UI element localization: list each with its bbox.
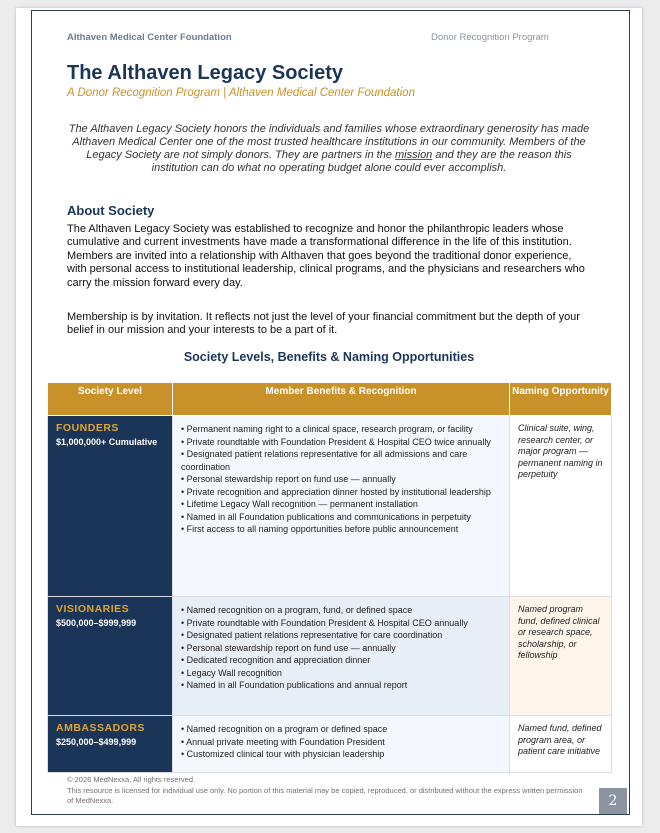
intro-paragraph bbox=[67, 123, 591, 175]
column-header-benefits: Member Benefits & Recognition bbox=[173, 383, 510, 416]
intro-text-2: and they are the reason this institution can do what no operating budget alone could ever accomplish. bbox=[151, 149, 572, 174]
benefit-item: • Customized clinical tour with physician leadership bbox=[181, 748, 501, 761]
page-title: The Althaven Legacy Society bbox=[67, 62, 344, 84]
level-cell bbox=[48, 716, 173, 773]
intro-text-1: The Althaven Legacy Society honors the individuals and families whose extraordinary generosity has made Althaven Medical Center one of the most trusted healthcare institutions in our community. Members of the Legacy Society are not simply donors. They are partners in the bbox=[68, 123, 590, 161]
header-org: Althaven Medical Center Foundation bbox=[67, 32, 232, 43]
naming-cell: Named program fund, defined clinical or research space, scholarship, or fellowship bbox=[510, 597, 612, 716]
column-header-naming: Naming Opportunity bbox=[510, 383, 612, 416]
naming-cell: Clinical suite, wing, research center, or major program — permanent naming in perpetuity bbox=[510, 416, 612, 597]
benefit-item: • First access to all naming opportunities before public announcement bbox=[181, 523, 501, 536]
header-program: Donor Recognition Program bbox=[431, 32, 549, 43]
level-name: VISIONARIES bbox=[56, 603, 130, 615]
about-paragraph-2: Membership is by invitation. It reflects not just the level of your financial commitment but the depth of your belief in our mission and your interests to be a part of it. bbox=[67, 311, 580, 337]
level-amount: $1,000,000+ Cumulative bbox=[56, 437, 158, 447]
benefits-cell bbox=[173, 597, 510, 716]
benefits-list bbox=[181, 723, 501, 761]
table-row-founders bbox=[48, 416, 612, 597]
benefit-item: • Personal stewardship report on fund use — annually bbox=[181, 642, 501, 655]
benefits-list bbox=[181, 423, 501, 536]
benefit-item: • Named in all Foundation publications and annual report bbox=[181, 679, 501, 692]
benefit-item: • Legacy Wall recognition bbox=[181, 667, 501, 680]
footer-license: This resource is licensed for individual use only. No portion of this material may be copied, reproduced, or distributed without the express written permission of MedNexxa. bbox=[67, 785, 583, 805]
benefit-item: • Named recognition on a program, fund, or defined space bbox=[181, 604, 501, 617]
benefit-item: • Named in all Foundation publications and communications in perpetuity bbox=[181, 511, 501, 524]
page-number: 2 bbox=[599, 788, 627, 814]
about-paragraph-1: The Althaven Legacy Society was established to recognize and honor the philanthropic leaders whose cumulative and current investments have made a transformational difference in the life of this institution. Members are invited into a relationship with Althaven that goes beyond the traditional donor experience, with personal access to institutional leadership, clinical programs, and the physicians and researchers who carry the mission forward every day. bbox=[67, 223, 585, 289]
level-amount: $500,000–$999,999 bbox=[56, 618, 137, 628]
benefit-item: • Personal stewardship report on fund use — annually bbox=[181, 473, 501, 486]
level-name: AMBASSADORS bbox=[56, 722, 145, 734]
footer bbox=[67, 775, 587, 807]
about-heading: About Society bbox=[67, 203, 155, 218]
naming-cell: Named fund, defined program area, or patient care initiative bbox=[510, 716, 612, 773]
level-amount: $250,000–$499,999 bbox=[56, 737, 137, 747]
benefit-item: • Annual private meeting with Foundation President bbox=[181, 736, 501, 749]
benefit-item: • Private roundtable with Foundation President & Hospital CEO twice annually bbox=[181, 436, 501, 449]
footer-copyright: © 2026 MedNexxa. All rights reserved. bbox=[67, 775, 196, 784]
benefit-item: • Private roundtable with Foundation President & Hospital CEO annually bbox=[181, 617, 501, 630]
intro-underlined-word: mission bbox=[395, 149, 433, 161]
benefits-cell bbox=[173, 716, 510, 773]
column-header-level: Society Level bbox=[48, 383, 173, 416]
benefits-cell bbox=[173, 416, 510, 597]
table-header-row bbox=[48, 383, 612, 416]
level-cell bbox=[48, 416, 173, 597]
table-row-ambassadors bbox=[48, 716, 612, 773]
level-cell bbox=[48, 597, 173, 716]
benefit-item: • Dedicated recognition and appreciation dinner bbox=[181, 654, 501, 667]
level-name: FOUNDERS bbox=[56, 422, 119, 434]
benefit-item: • Named recognition on a program or defined space bbox=[181, 723, 501, 736]
benefit-item: • Lifetime Legacy Wall recognition — permanent installation bbox=[181, 498, 501, 511]
benefits-list bbox=[181, 604, 501, 692]
page-subtitle: A Donor Recognition Program | Althaven Medical Center Foundation bbox=[67, 87, 415, 99]
table-title: Society Levels, Benefits & Naming Opportunities bbox=[183, 350, 475, 364]
benefit-item: • Designated patient relations representative for care coordination bbox=[181, 629, 501, 642]
benefit-item: • Designated patient relations representative for all admissions and care coordination bbox=[181, 448, 501, 473]
benefit-item: • Private recognition and appreciation dinner hosted by institutional leadership bbox=[181, 486, 501, 499]
society-levels-table bbox=[47, 382, 612, 773]
benefit-item: • Permanent naming right to a clinical space, research program, or facility bbox=[181, 423, 501, 436]
table-row-visionaries bbox=[48, 597, 612, 716]
